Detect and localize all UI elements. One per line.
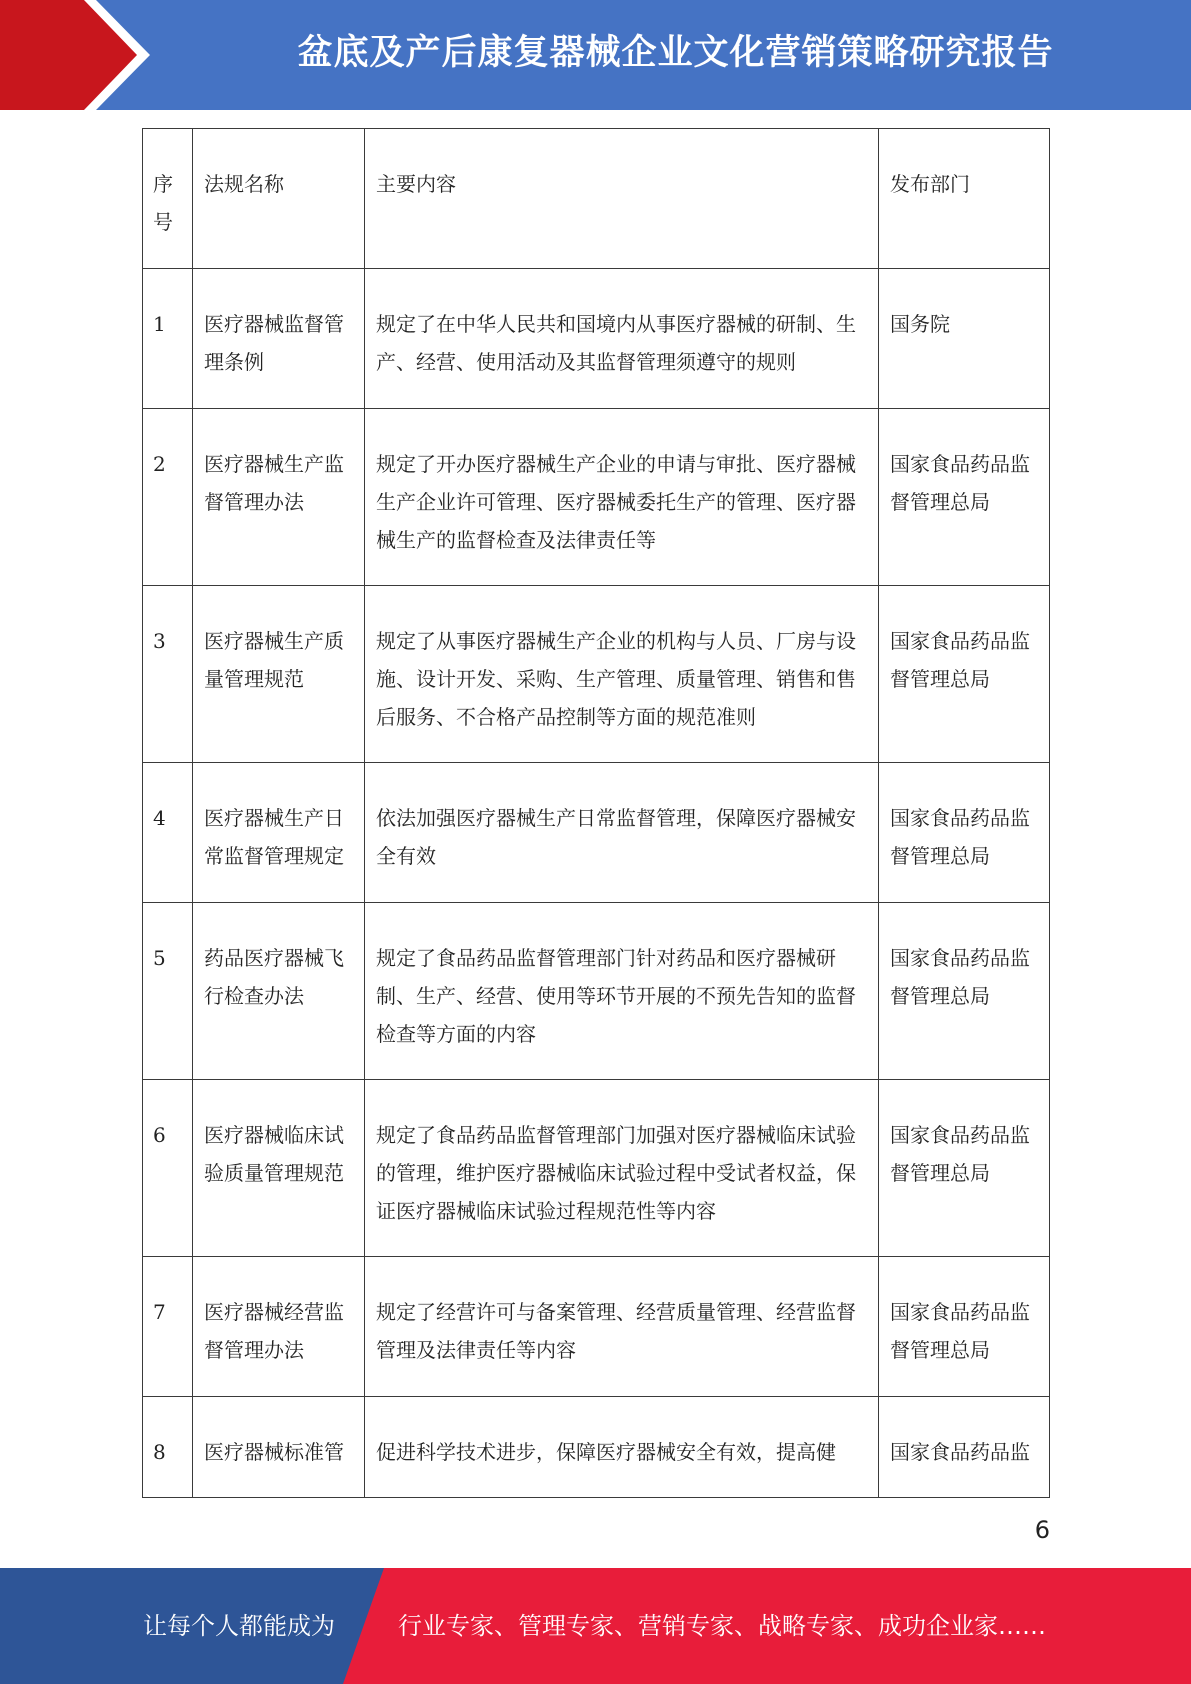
- table-row: [143, 269, 1050, 409]
- page-number: 6: [1034, 1516, 1050, 1544]
- row-name: 医疗器械生产监督管理办法: [193, 409, 365, 586]
- header-arrow-decoration: [0, 0, 160, 110]
- row-seq: 1: [143, 269, 193, 409]
- row-name: 医疗器械生产日常监督管理规定: [193, 763, 365, 903]
- row-dept: 国务院: [879, 269, 1050, 409]
- row-content: 促进科学技术进步，保障医疗器械安全有效，提高健: [365, 1397, 879, 1498]
- row-dept: 国家食品药品监督管理总局: [879, 586, 1050, 763]
- row-seq: 5: [143, 903, 193, 1080]
- row-seq: 8: [143, 1397, 193, 1498]
- row-dept: 国家食品药品监督管理总局: [879, 903, 1050, 1080]
- header-content: 主要内容: [365, 129, 879, 269]
- row-seq: 7: [143, 1257, 193, 1397]
- row-dept: 国家食品药品监督管理总局: [879, 409, 1050, 586]
- table-row: [143, 763, 1050, 903]
- row-name: 药品医疗器械飞行检查办法: [193, 903, 365, 1080]
- header-seq: 序号: [143, 129, 193, 269]
- regulations-table: [142, 128, 1050, 1498]
- table-header-row: [143, 129, 1050, 269]
- row-content: 规定了在中华人民共和国境内从事医疗器械的研制、生产、经营、使用活动及其监督管理须遵守的规则: [365, 269, 879, 409]
- row-dept: 国家食品药品监督管理总局: [879, 1257, 1050, 1397]
- header-name: 法规名称: [193, 129, 365, 269]
- row-dept: 国家食品药品监: [879, 1397, 1050, 1498]
- footer-slogan-left: 让每个人都能成为: [143, 1612, 335, 1640]
- table-row: [143, 1397, 1050, 1498]
- row-seq: 2: [143, 409, 193, 586]
- header-dept: 发布部门: [879, 129, 1050, 269]
- row-name: 医疗器械经营监督管理办法: [193, 1257, 365, 1397]
- header-arrow-red: [0, 0, 137, 110]
- table-row: [143, 1257, 1050, 1397]
- row-name: 医疗器械标准管: [193, 1397, 365, 1498]
- row-seq: 4: [143, 763, 193, 903]
- report-title: 盆底及产后康复器械企业文化营销策略研究报告: [297, 33, 1054, 73]
- row-content: 规定了经营许可与备案管理、经营质量管理、经营监督管理及法律责任等内容: [365, 1257, 879, 1397]
- row-dept: 国家食品药品监督管理总局: [879, 763, 1050, 903]
- row-name: 医疗器械临床试验质量管理规范: [193, 1080, 365, 1257]
- row-content: 规定了从事医疗器械生产企业的机构与人员、厂房与设施、设计开发、采购、生产管理、质量管理、销售和售后服务、不合格产品控制等方面的规范准则: [365, 586, 879, 763]
- table-row: [143, 586, 1050, 763]
- row-name: 医疗器械生产质量管理规范: [193, 586, 365, 763]
- footer-slogan-right: 行业专家、管理专家、营销专家、战略专家、成功企业家……: [398, 1612, 1046, 1640]
- row-name: 医疗器械监督管理条例: [193, 269, 365, 409]
- page-header: [0, 0, 1191, 110]
- row-content: 依法加强医疗器械生产日常监督管理，保障医疗器械安全有效: [365, 763, 879, 903]
- row-content: 规定了开办医疗器械生产企业的申请与审批、医疗器械生产企业许可管理、医疗器械委托生产的管理、医疗器械生产的监督检查及法律责任等: [365, 409, 879, 586]
- row-dept: 国家食品药品监督管理总局: [879, 1080, 1050, 1257]
- row-seq: 6: [143, 1080, 193, 1257]
- table-row: [143, 1080, 1050, 1257]
- row-content: 规定了食品药品监督管理部门针对药品和医疗器械研制、生产、经营、使用等环节开展的不预先告知的监督检查等方面的内容: [365, 903, 879, 1080]
- row-content: 规定了食品药品监督管理部门加强对医疗器械临床试验的管理，维护医疗器械临床试验过程中受试者权益，保证医疗器械临床试验过程规范性等内容: [365, 1080, 879, 1257]
- table-row: [143, 903, 1050, 1080]
- row-seq: 3: [143, 586, 193, 763]
- table-row: [143, 409, 1050, 586]
- page-footer: [0, 1568, 1191, 1684]
